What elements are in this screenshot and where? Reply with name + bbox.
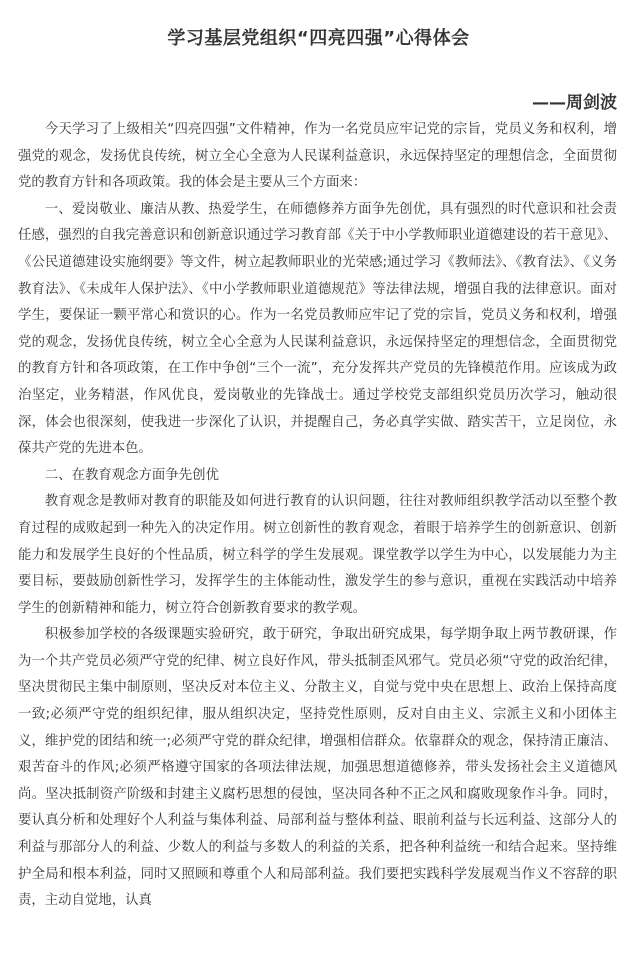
- paragraph-section-one: 一、爱岗敬业、廉洁从教、热爱学生，在师德修养方面争先创优，具有强烈的时代意识和社会责任感，强烈的自我完善意识和创新意识通过学习教育部《关于中小学教师职业道德建设的若干意见》、《公民道德建设实施纲要》等文件，树立起教师职业的光荣感;通过学习《教师法》、《教育法》、《义务教育法》、《未成年人保护法》、《中小学教师职业道德规范》等法律法规，增强自我的法律意识。面对学生，要保证一颗平常心和赏识的心。作为一名党员教师应牢记了党的宗旨，党员义务和权利，增强党的观念，发扬优良传统，树立全心全意为人民谋利益意识，永远保持坚定的理想信念，全面贯彻党的教育方针和各项政策，在工作中争创“三个一流”，充分发挥共产党员的先锋模范作用。应该成为政治坚定，业务精湛，作风优良，爱岗敬业的先锋战士。通过学校党支部组织党员历次学习，触动很深，体会也很深刻，使我进一步深化了认识，并提醒自己，务必真学实做、踏实苦干，立足岗位，永葆共产党的先进本色。: [18, 201, 617, 457]
- section-heading-two: 二、在教育观念方面争先创优: [44, 467, 219, 483]
- paragraph-research-discipline: 积极参加学校的各级课题实验研究，敢于研究，争取出研究成果，每学期争取上两节教研课，作为一个共产党员必须严守党的纪律、树立良好作风，带头抵制歪风邪气。党员必须“守党的政治纪律，坚决贯彻民主集中制原则，坚决反对本位主义、分散主义，自觉与党中央在思想上、政治上保持高度一致;必须严守党的组织纪律，服从组织决定，坚持党性原则，反对自由主义、宗派主义和小团体主义，维护党的团结和统一;必须严守党的群众纪律，增强相信群众。依靠群众的观念，保持清正廉洁、艰苦奋斗的作风;必须严格遵守国家的各项法律法规，加强思想道德修养，带头发扬社会主义道德风尚。坚决抵制资产阶级和封建主义腐朽思想的侵蚀，坚决同各种不正之风和腐败现象作斗争。同时，要认真分析和处理好个人利益与集体利益、局部利益与整体利益、眼前利益与长远利益、这部分人的利益与那部分人的利益、少数人的利益与多数人的利益的关系，把各种利益统一和结合起来。坚持维护全局和根本利益，同时又照顾和尊重个人和局部利益。我们要把实践科学发展观当作义不容辞的职责，主动自觉地，认真: [18, 627, 617, 909]
- paragraph-education-concept: 教育观念是教师对教育的职能及如何进行教育的认识问题，往往对教师组织教学活动以至整个教育过程的成败起到一种先入的决定作用。树立创新性的教育观念，着眼于培养学生的创新意识、创新能力和发展学生良好的个性品质，树立科学的学生发展观。课堂教学以学生为中心，以发展能力为主要目标，要鼓励创新性学习，发挥学生的主体能动性，激发学生的参与意识，重视在实践活动中培养学生的创新精神和能力，树立符合创新教育要求的教学观。: [18, 494, 617, 616]
- article-body: [18, 117, 617, 915]
- paragraph-intro: 今天学习了上级相关“四亮四强”文件精神，作为一名党员应牢记党的宗旨，党员义务和权利，增强党的观念，发扬优良传统，树立全心全意为人民谋利益意识，永远保持坚定的理想信念，全面贯彻党的教育方针和各项政策。我的体会是主要从三个方面来：: [18, 122, 617, 191]
- author-signature: ——周剑波: [532, 93, 617, 113]
- document-title: 学习基层党组织“四亮四强”心得体会: [167, 28, 470, 49]
